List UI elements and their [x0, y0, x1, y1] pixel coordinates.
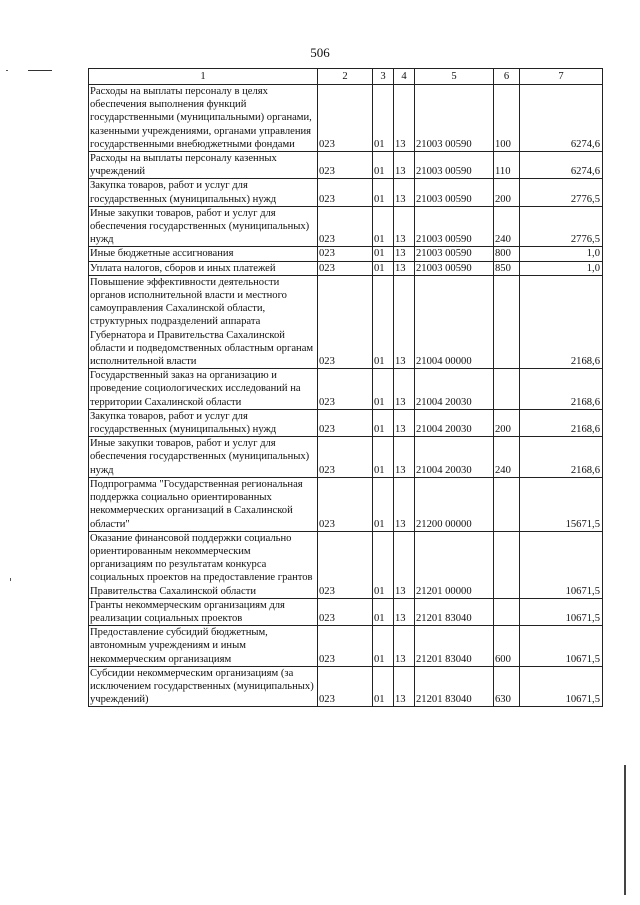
section-code-cell: 01: [373, 666, 394, 707]
section-code-cell: 01: [373, 247, 394, 261]
subsection-code-cell: 13: [394, 626, 415, 667]
expense-name-cell: Государственный заказ на организацию и проведение социологических исследований на территории Сахалинской области: [89, 369, 318, 410]
amount-cell: 1,0: [520, 261, 603, 275]
subsection-code-cell: 13: [394, 261, 415, 275]
table-row: [89, 666, 603, 707]
amount-cell: 2168,6: [520, 409, 603, 436]
target-item-code-cell: 21003 00590: [415, 206, 494, 247]
ministry-code-cell: 023: [318, 437, 373, 478]
section-code-cell: 01: [373, 626, 394, 667]
expense-type-code-cell: 100: [494, 85, 520, 152]
expense-type-code-cell: 240: [494, 437, 520, 478]
target-item-code-cell: 21004 20030: [415, 409, 494, 436]
subsection-code-cell: 13: [394, 437, 415, 478]
expense-type-code-cell: [494, 531, 520, 598]
ministry-code-cell: 023: [318, 261, 373, 275]
target-item-code-cell: 21003 00590: [415, 247, 494, 261]
subsection-code-cell: 13: [394, 409, 415, 436]
table-row: [89, 437, 603, 478]
target-item-code-cell: 21004 20030: [415, 369, 494, 410]
table-row: [89, 626, 603, 667]
table-row: [89, 261, 603, 275]
column-header: 4: [394, 69, 415, 85]
column-header: 5: [415, 69, 494, 85]
subsection-code-cell: 13: [394, 152, 415, 179]
expense-name-cell: Закупка товаров, работ и услуг для государственных (муниципальных) нужд: [89, 409, 318, 436]
target-item-code-cell: 21003 00590: [415, 152, 494, 179]
expense-type-code-cell: 200: [494, 179, 520, 206]
amount-cell: 10671,5: [520, 626, 603, 667]
subsection-code-cell: 13: [394, 598, 415, 625]
expense-name-cell: Закупка товаров, работ и услуг для государственных (муниципальных) нужд: [89, 179, 318, 206]
subsection-code-cell: 13: [394, 179, 415, 206]
target-item-code-cell: 21003 00590: [415, 261, 494, 275]
target-item-code-cell: 21201 83040: [415, 626, 494, 667]
ministry-code-cell: 023: [318, 247, 373, 261]
ministry-code-cell: 023: [318, 206, 373, 247]
subsection-code-cell: 13: [394, 275, 415, 368]
ministry-code-cell: 023: [318, 369, 373, 410]
section-code-cell: 01: [373, 275, 394, 368]
expense-type-code-cell: 200: [494, 409, 520, 436]
expense-type-code-cell: 110: [494, 152, 520, 179]
section-code-cell: 01: [373, 409, 394, 436]
table-row: [89, 477, 603, 531]
amount-cell: 10671,5: [520, 598, 603, 625]
subsection-code-cell: 13: [394, 369, 415, 410]
ministry-code-cell: 023: [318, 531, 373, 598]
ministry-code-cell: 023: [318, 477, 373, 531]
section-code-cell: 01: [373, 85, 394, 152]
expense-name-cell: Оказание финансовой поддержки социально ориентированным некоммерческим организациям по результатам конкурса социальных проектов на предоставление грантов Правительства Сахалинской области: [89, 531, 318, 598]
amount-cell: 2776,5: [520, 179, 603, 206]
expense-name-cell: Расходы на выплаты персоналу в целях обеспечения выполнения функций государственными (муниципальными) органами, казенными учреждениями, органами управления государственными внебюджетными фондами: [89, 85, 318, 152]
table-row: [89, 85, 603, 152]
ministry-code-cell: 023: [318, 409, 373, 436]
subsection-code-cell: 13: [394, 85, 415, 152]
table-row: [89, 247, 603, 261]
scan-artifact-mark: [28, 70, 52, 71]
ministry-code-cell: 023: [318, 152, 373, 179]
target-item-code-cell: 21003 00590: [415, 179, 494, 206]
ministry-code-cell: 023: [318, 626, 373, 667]
subsection-code-cell: 13: [394, 206, 415, 247]
table-row: [89, 369, 603, 410]
expense-name-cell: Предоставление субсидий бюджетным, автономным учреждениям и иным некоммерческим организациям: [89, 626, 318, 667]
subsection-code-cell: 13: [394, 477, 415, 531]
amount-cell: 10671,5: [520, 531, 603, 598]
expense-name-cell: Подпрограмма "Государственная региональная поддержка социально ориентированных некоммерческих организаций в Сахалинской области": [89, 477, 318, 531]
section-code-cell: 01: [373, 152, 394, 179]
subsection-code-cell: 13: [394, 247, 415, 261]
section-code-cell: 01: [373, 598, 394, 625]
column-header: 6: [494, 69, 520, 85]
ministry-code-cell: 023: [318, 179, 373, 206]
subsection-code-cell: 13: [394, 666, 415, 707]
target-item-code-cell: 21201 83040: [415, 598, 494, 625]
section-code-cell: 01: [373, 369, 394, 410]
expense-name-cell: Уплата налогов, сборов и иных платежей: [89, 261, 318, 275]
target-item-code-cell: 21200 00000: [415, 477, 494, 531]
expense-name-cell: Иные закупки товаров, работ и услуг для обеспечения государственных (муниципальных) нужд: [89, 206, 318, 247]
section-code-cell: 01: [373, 477, 394, 531]
ministry-code-cell: 023: [318, 666, 373, 707]
expense-type-code-cell: 600: [494, 626, 520, 667]
column-header: 7: [520, 69, 603, 85]
amount-cell: 2168,6: [520, 369, 603, 410]
expense-type-code-cell: 800: [494, 247, 520, 261]
page-number: 506: [310, 45, 330, 60]
expense-type-code-cell: [494, 275, 520, 368]
target-item-code-cell: 21201 83040: [415, 666, 494, 707]
expense-name-cell: Иные закупки товаров, работ и услуг для обеспечения государственных (муниципальных) нужд: [89, 437, 318, 478]
amount-cell: 6274,6: [520, 152, 603, 179]
table-row: [89, 409, 603, 436]
target-item-code-cell: 21201 00000: [415, 531, 494, 598]
section-code-cell: 01: [373, 531, 394, 598]
column-header: 3: [373, 69, 394, 85]
expense-name-cell: Повышение эффективности деятельности органов исполнительной власти и местного самоуправления Сахалинской области, структурных подразделений аппарата Губернатора и Правительства Сахалинской области и подведомственных областным органам исполнительной власти: [89, 275, 318, 368]
scan-edge-mark: [624, 765, 626, 895]
target-item-code-cell: 21004 00000: [415, 275, 494, 368]
amount-cell: 2776,5: [520, 206, 603, 247]
section-code-cell: 01: [373, 261, 394, 275]
section-code-cell: 01: [373, 206, 394, 247]
expense-name-cell: Расходы на выплаты персоналу казенных учреждений: [89, 152, 318, 179]
subsection-code-cell: 13: [394, 531, 415, 598]
expense-type-code-cell: 850: [494, 261, 520, 275]
table-row: [89, 531, 603, 598]
amount-cell: 6274,6: [520, 85, 603, 152]
expense-name-cell: Субсидии некоммерческим организациям (за исключением государственных (муниципальных) учреждений): [89, 666, 318, 707]
column-header: 1: [89, 69, 318, 85]
column-header: 2: [318, 69, 373, 85]
table-header-row: [89, 69, 603, 85]
section-code-cell: 01: [373, 437, 394, 478]
ministry-code-cell: 023: [318, 275, 373, 368]
expense-name-cell: Гранты некоммерческим организациям для реализации социальных проектов: [89, 598, 318, 625]
table-row: [89, 206, 603, 247]
target-item-code-cell: 21004 20030: [415, 437, 494, 478]
table-row: [89, 598, 603, 625]
table-row: [89, 275, 603, 368]
target-item-code-cell: 21003 00590: [415, 85, 494, 152]
table-row: [89, 179, 603, 206]
ministry-code-cell: 023: [318, 598, 373, 625]
expense-type-code-cell: 240: [494, 206, 520, 247]
expense-type-code-cell: [494, 369, 520, 410]
budget-table: [88, 68, 603, 707]
scan-artifact-mark: [10, 578, 11, 581]
ministry-code-cell: 023: [318, 85, 373, 152]
expense-type-code-cell: [494, 598, 520, 625]
amount-cell: 10671,5: [520, 666, 603, 707]
amount-cell: 1,0: [520, 247, 603, 261]
table-row: [89, 152, 603, 179]
expense-type-code-cell: 630: [494, 666, 520, 707]
section-code-cell: 01: [373, 179, 394, 206]
expense-name-cell: Иные бюджетные ассигнования: [89, 247, 318, 261]
amount-cell: 2168,6: [520, 275, 603, 368]
amount-cell: 2168,6: [520, 437, 603, 478]
scan-artifact-mark: [6, 70, 8, 71]
amount-cell: 15671,5: [520, 477, 603, 531]
expense-type-code-cell: [494, 477, 520, 531]
